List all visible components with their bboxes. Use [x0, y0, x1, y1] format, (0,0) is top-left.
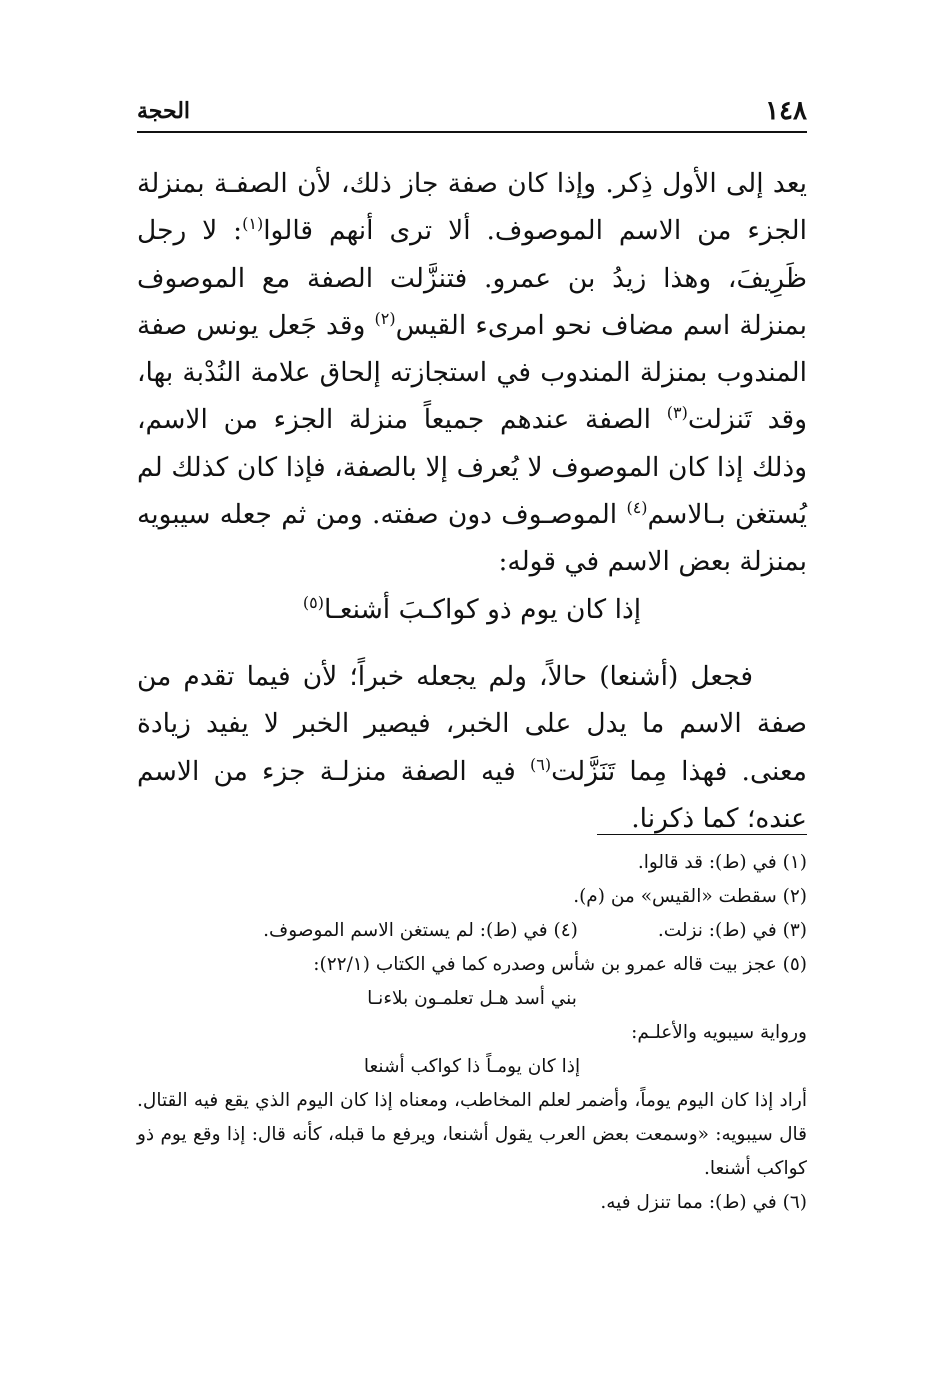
text-run: : لا رجل ظَرِيفَ، وهذا زيدُ بن عمرو. فتنزَّلت الصفة مع الموصوف بمنزلة اسم مضاف نحو امرىء القيس [137, 215, 807, 341]
footnote-ref-6: (٦) [530, 754, 552, 774]
footnote-ref-5: (٥) [302, 592, 324, 612]
footnote-5-explanation: أراد إذا كان اليوم يوماً، وأضمر لعلم المخاطب، ومعناه إذا كان اليوم الذي يقع فيه القتال. قال سيبويه: «وسمعت بعض العرب يقول أشنعا، ويرفع ما قبله، كأنه قال: إذا وقع يوم ذو كواكب أشنعا. [137, 1090, 807, 1179]
main-text [137, 160, 807, 842]
footnote-5-intro: (٥) عجز بيت قاله عمرو بن شأس وصدره كما في الكتاب (٢٢/١): [313, 954, 807, 975]
footnote-rule [597, 834, 807, 835]
header-rule [137, 131, 807, 133]
footnote-ref-3: (٣) [666, 403, 688, 423]
text-run: وقد جَعل يونس صفة المندوب بمنزلة المندوب في استجازته إلحاق علامة النُدْبة بها، وقد تَنزلت [137, 309, 808, 436]
paragraph-1 [137, 160, 807, 586]
footnote-1: (١) في (ط): قد قالوا. [637, 852, 807, 873]
text-run: فجعل (أشنعا) حالاً، ولم يجعله خبراً؛ لأن فيما تقدم من صفة الاسم ما يدل على الخبر، فيصير الخبر لا يفيد زيادة معنى. فهذا مِما تَنَزَّلت [137, 660, 808, 787]
footnote-ref-2: (٢) [374, 309, 396, 329]
verse-text: إذا كان يوم ذو كواكـبَ أشنعـا [323, 593, 642, 625]
paragraph-2 [137, 653, 807, 842]
text-run: الصفة عندهم جميعاً منزلة الجزء من الاسم، وذلك إذا كان الموصوف لا يُعرف إلا بالصفة، فإذا كان كذلك لم يُستغن بـالاسم [137, 404, 807, 531]
footnote-5-mid: ورواية سيبويه والأعلـم: [631, 1022, 807, 1043]
text-run: الموصـوف دون صفته. ومن ثم جعله سيبويه بمنزلة بعض الاسم في قوله: [137, 499, 807, 578]
footnote-row-3-4 [137, 914, 807, 948]
text-run: فيه الصفة منزلـة جزء من الاسم عنده؛ كما ذكرنا. [137, 755, 807, 834]
text-run: يعد إلى الأول ذِكر. وإذا كان صفة جاز ذلك، لأن الصفـة بمنزلة الجزء من الاسم الموصوف. ألا ترى أنهم قالوا [137, 168, 807, 247]
page-number: ١٤٨ [765, 96, 807, 126]
footnote-6: (٦) في (ط): مما تنزل فيه. [600, 1192, 807, 1213]
footnote-ref-4: (٤) [626, 498, 648, 518]
footnotes [137, 846, 807, 1220]
footnote-3: (٣) في (ط): نزلت. [657, 920, 807, 941]
footnote-4: (٤) في (ط): لم يستغن الاسم الموصوف. [263, 920, 578, 941]
page-header [137, 92, 807, 132]
verse-line [137, 586, 807, 653]
footnote-5-verse-2: إذا كان يومـاً ذا كواكب أشنعا [363, 1056, 581, 1077]
footnote-5-verse-1: بني أسد هـل تعلمـون بلاءنـا [367, 988, 577, 1009]
running-title: الحجة [137, 98, 191, 124]
footnote-2: (٢) سقطت «القيس» من (م). [573, 886, 807, 907]
footnote-ref-1: (١) [242, 214, 264, 234]
